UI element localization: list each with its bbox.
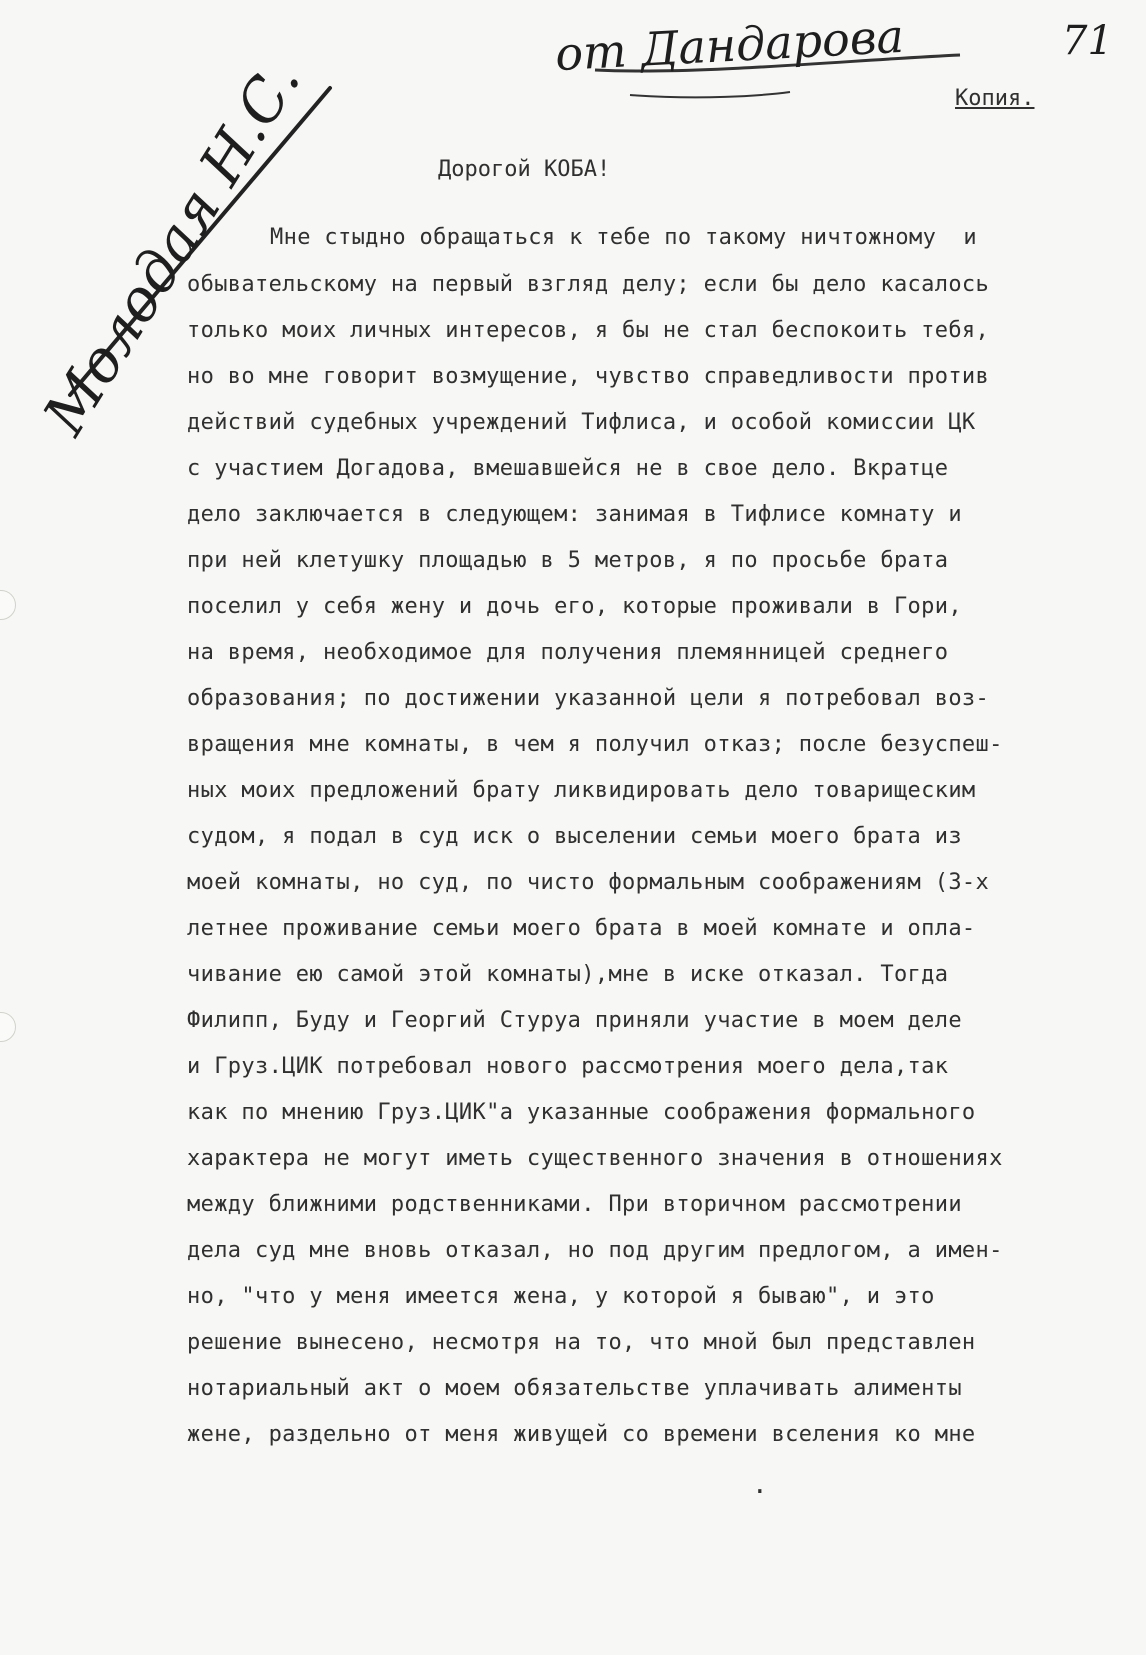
body-line: вращения мне комнаты, в чем я получил отказ; после безуспеш- <box>187 732 1003 757</box>
body-line: решение вынесено, несмотря на то, что мной был представлен <box>187 1330 976 1355</box>
body-line: летнее проживание семьи моего брата в моей комнате и опла- <box>187 916 976 941</box>
body-line: действий судебных учреждений Тифлиса, и особой комиссии ЦК <box>187 410 976 435</box>
body-line: между ближними родственниками. При вторичном рассмотрении <box>187 1192 962 1217</box>
body-line: при ней клетушку площадью в 5 метров, я по просьбе брата <box>187 548 949 573</box>
salutation: Дорогой КОБА! <box>438 157 611 182</box>
body-line: жене, раздельно от меня живущей со времени вселения ко мне <box>187 1422 976 1447</box>
body-line: Филипп, Буду и Георгий Стуруа приняли участие в моем деле <box>187 1008 962 1033</box>
body-line: нотариальный акт о моем обязательстве уплачивать алименты <box>187 1376 962 1401</box>
body-line: моей комнаты, но суд, по чисто формальным соображениям (3-х <box>187 870 990 895</box>
body-line: но во мне говорит возмущение, чувство справедливости против <box>187 364 990 389</box>
body-line: поселил у себя жену и дочь его, которые проживали в Гори, <box>187 594 962 619</box>
body-line: на время, необходимое для получения племянницей среднего <box>187 640 949 665</box>
margin-handwritten-note: Молодая Н.С. <box>30 48 314 447</box>
body-line: Мне стыдно обращаться к тебе по такому ничтожному и <box>270 225 977 250</box>
body-line: образования; по достижении указанной цели я потребовал воз- <box>187 686 990 711</box>
handwritten-from-note: от Дандарова <box>553 8 906 82</box>
body-line: с участием Догадова, вмешавшейся не в свое дело. Вкратце <box>187 456 949 481</box>
body-line: ных моих предложений брату ликвидировать дело товарищеским <box>187 778 976 803</box>
body-line: как по мнению Груз.ЦИК"а указанные соображения формального <box>187 1100 976 1125</box>
body-line: и Груз.ЦИК потребовал нового рассмотрения моего дела,так <box>187 1054 949 1079</box>
footer-mark: . <box>752 1470 768 1500</box>
body-line: дело заключается в следующем: занимая в Тифлисе комнату и <box>187 502 962 527</box>
body-line: только моих личных интересов, я бы не стал беспокоить тебя, <box>187 318 990 343</box>
body-line: характера не могут иметь существенного значения в отношениях <box>187 1146 1003 1171</box>
body-line: но, "что у меня имеется жена, у которой я бываю", и это <box>187 1284 935 1309</box>
body-line: судом, я подал в суд иск о выселении семьи моего брата из <box>187 824 962 849</box>
copy-label: Копия. <box>955 86 1035 111</box>
body-line: дела суд мне вновь отказал, но под другим предлогом, а имен- <box>187 1238 1003 1263</box>
page-number: 71 <box>1062 18 1113 64</box>
body-line: обывательскому на первый взгляд делу; если бы дело касалось <box>187 272 990 297</box>
body-line: чивание ею самой этой комнаты),мне в иске отказал. Тогда <box>187 962 949 987</box>
